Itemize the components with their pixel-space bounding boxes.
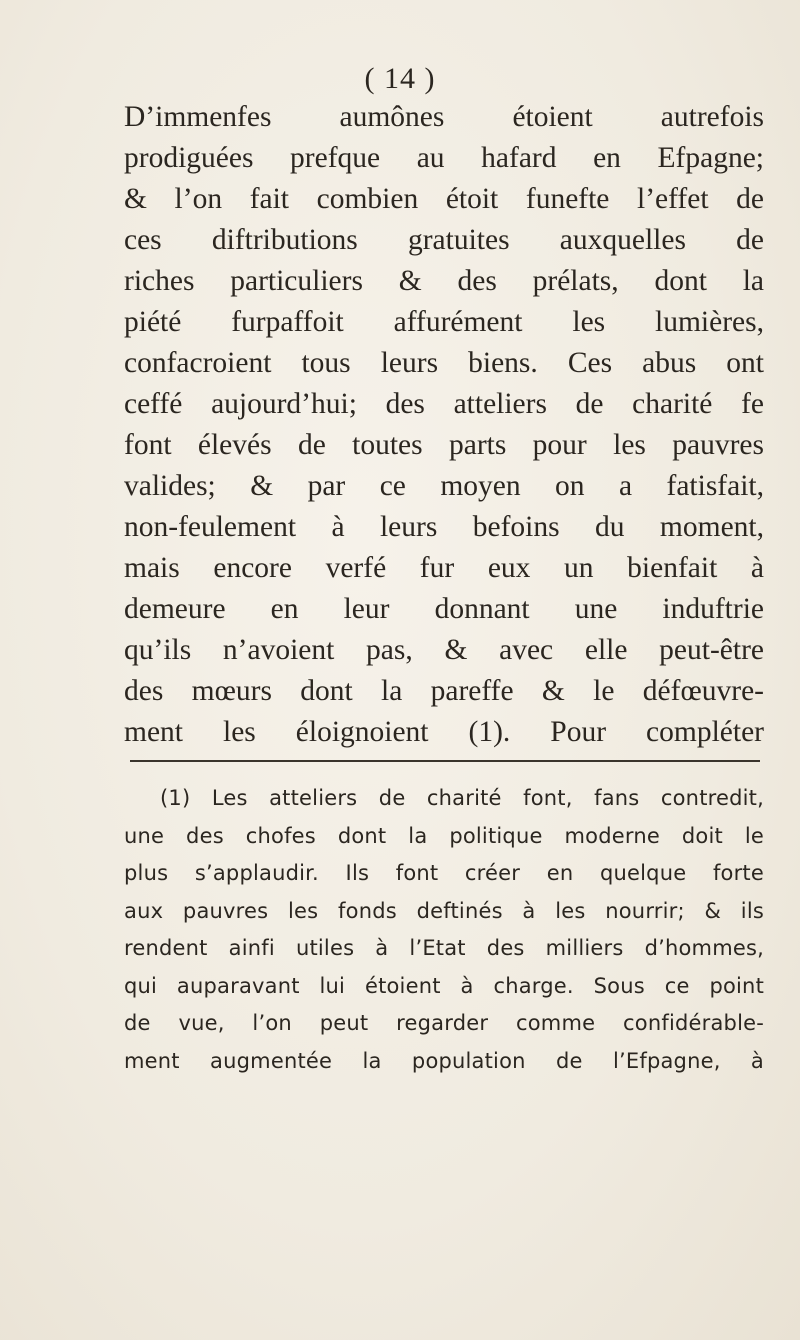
text-line: D’immenfes aumônes étoient autrefois [124, 101, 764, 133]
text-line: & l’on fait combien étoit funefte l’effet de [124, 183, 764, 215]
footnote-block [124, 780, 764, 1080]
text-line: ces diftributions gratuites auxquelles de [124, 224, 764, 256]
text-line: prodiguées prefque au hafard en Efpagne; [124, 142, 764, 174]
text-line: mais encore verfé fur eux un bienfait à [124, 552, 764, 584]
footnote-line: ment augmentée la population de l’Efpagne, à [124, 1048, 764, 1073]
footnote-line: (1) Les atteliers de charité font, fans contredit, [160, 786, 764, 810]
text-line: ceffé aujourd’hui; des atteliers de charité fe [124, 388, 764, 420]
text-line: font élevés de toutes parts pour les pauvres [124, 429, 764, 461]
footnote-separator-rule [130, 760, 760, 762]
footnote-line: plus s’applaudir. Ils font créer en quelque forte [124, 861, 764, 885]
text-line: non-feulement à leurs befoins du moment, [124, 511, 764, 543]
text-line: ment les éloignoient (1). Pour compléter [124, 716, 764, 748]
page-number: ( 14 ) [364, 62, 436, 95]
text-line: confacroient tous leurs biens. Ces abus ont [124, 347, 764, 379]
footnote-line: qui auparavant lui étoient à charge. Sous ce point [124, 973, 764, 998]
text-line: piété furpaffoit affurément les lumières, [124, 306, 764, 338]
footnote-line: aux pauvres les fonds deftinés à les nourrir; & ils [124, 898, 764, 923]
footnote-line: de vue, l’on peut regarder comme confidérable- [124, 1011, 764, 1035]
text-line: valides; & par ce moyen on a fatisfait, [124, 470, 764, 502]
text-line: qu’ils n’avoient pas, & avec elle peut-être [124, 634, 764, 666]
footnote-line: rendent ainfi utiles à l’Etat des milliers d’hommes, [124, 936, 764, 960]
main-text [124, 97, 764, 753]
text-line: des mœurs dont la pareffe & le défœuvre- [124, 675, 764, 707]
footnote-line: une des chofes dont la politique moderne doit le [124, 823, 764, 848]
text-line: riches particuliers & des prélats, dont la [124, 265, 764, 297]
text-line: demeure en leur donnant une induftrie [124, 593, 764, 625]
